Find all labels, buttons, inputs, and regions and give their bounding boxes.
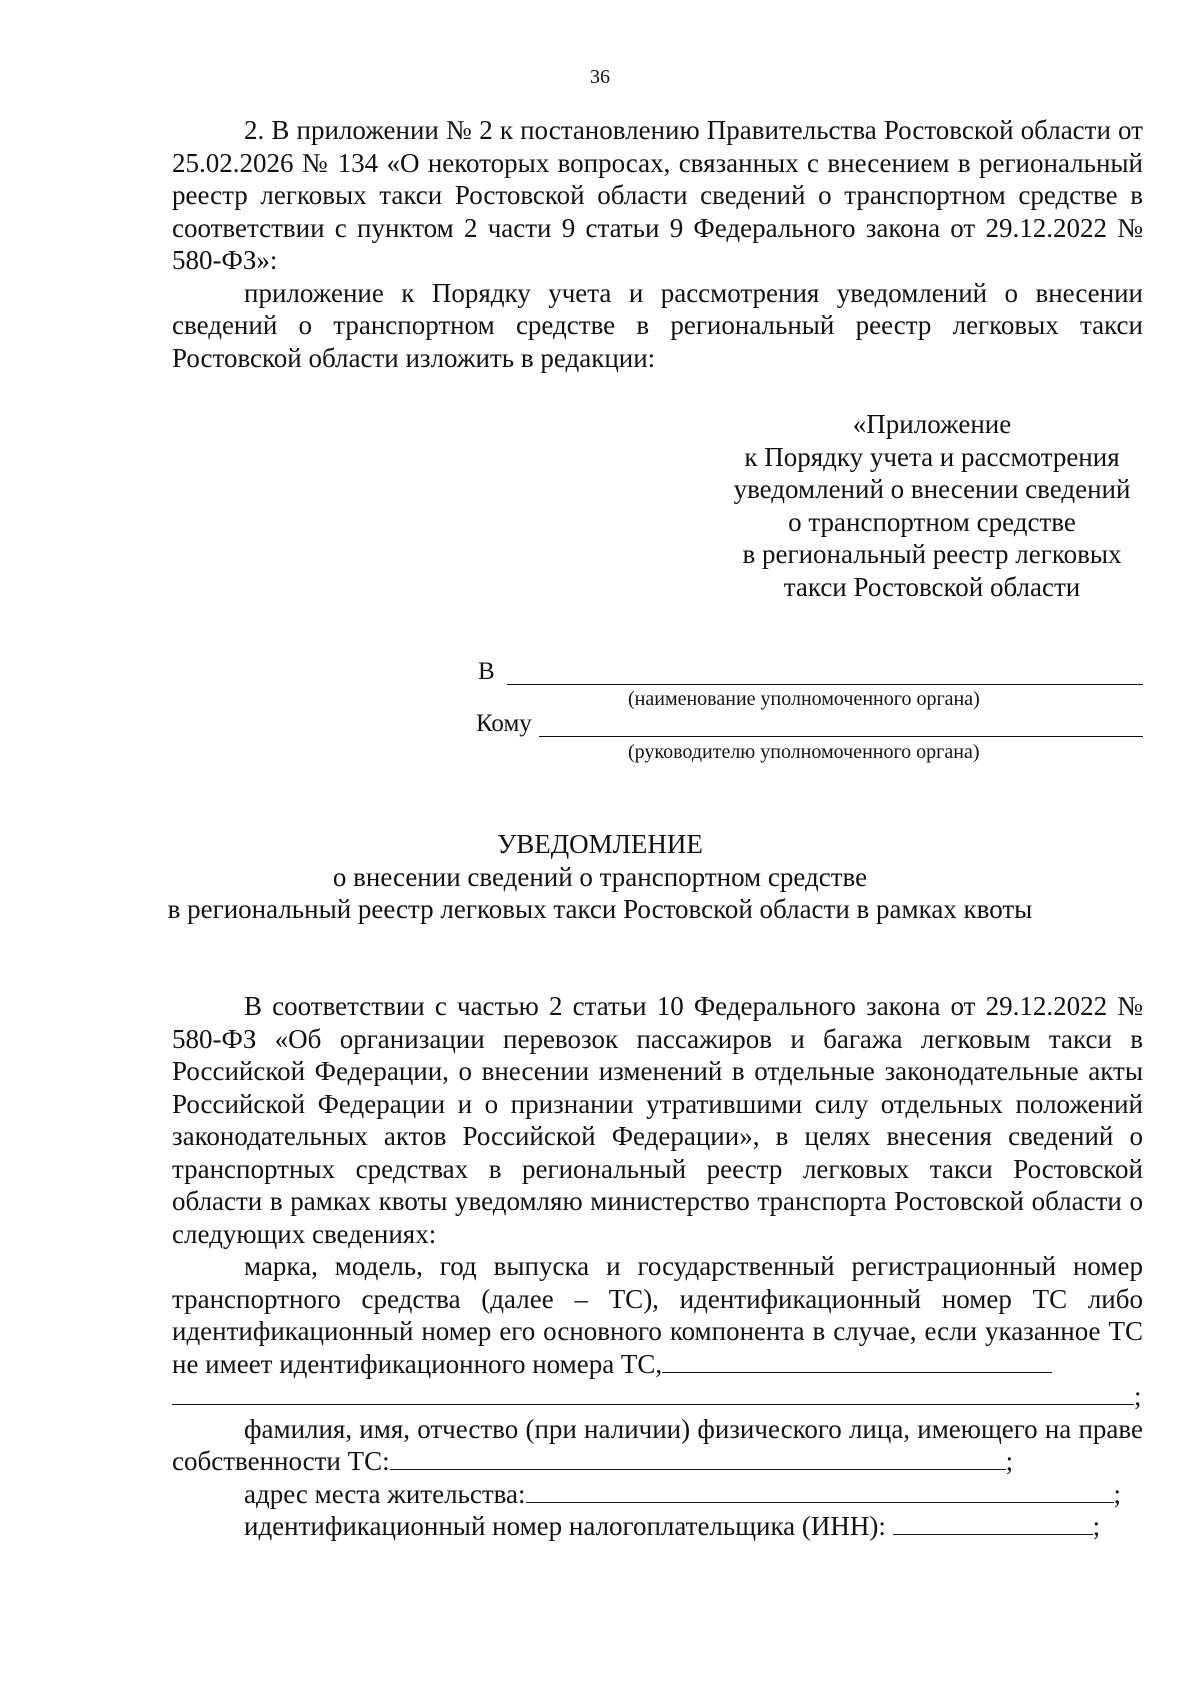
- appendix-header-line: к Порядку учета и рассмотрения: [744, 441, 1120, 472]
- appendix-header-line: такси Ростовской области: [783, 571, 1081, 602]
- appendix-header-line: в региональный реестр легковых: [742, 539, 1122, 569]
- inn-item: [172, 1510, 1143, 1543]
- to-org-caption: (наименование уполномоченного органа): [628, 688, 980, 710]
- inn-field-line[interactable]: [893, 1534, 1093, 1535]
- notice-title-block: [0, 828, 1200, 926]
- owner-item: [172, 1413, 1143, 1478]
- appendix-header-line: «Приложение: [852, 409, 1012, 439]
- notice-subtitle-line: о внесении сведений о транспортном средстве: [332, 861, 868, 892]
- amendment-instruction: приложение к Порядку учета и рассмотрения уведомлений о внесении сведений о транспортном средстве в региональный реестр легковых такси Ростовской области изложить в редакции:: [172, 277, 1143, 373]
- owner-item-text: фамилия, имя, отчество (при наличии) физического лица, имеющего на праве собственности ТС:: [172, 1413, 1143, 1476]
- notice-body: [172, 990, 1143, 1543]
- address-item: [172, 1478, 1143, 1511]
- to-person-caption: (руководителю уполномоченного органа): [628, 741, 980, 763]
- item-terminator: ;: [1134, 1381, 1142, 1411]
- vehicle-item: [172, 1250, 1143, 1380]
- amendment-intro: [172, 114, 1143, 374]
- vehicle-field-line-continued[interactable]: [172, 1404, 1134, 1405]
- notice-paragraph: В соответствии с частью 2 статьи 10 Федерального закона от 29.12.2022 № 580-ФЗ «Об организации перевозок пассажиров и багажа легковым такси в Российской Федерации, о внесении изменений в отдельные законодательные акты Российской Федерации и о признании утратившими силу отдельных положений законодательных актов Российской Федерации», в целях внесения сведений о транспортных средствах в региональный реестр легковых такси Ростовской области в рамках квоты уведомляю министерство транспорта Ростовской области о следующих сведениях:: [172, 991, 1143, 1249]
- notice-heading: УВЕДОМЛЕНИЕ: [497, 829, 703, 859]
- to-org-label: В: [478, 658, 495, 685]
- item-terminator: ;: [1092, 1511, 1101, 1541]
- to-person-label: Кому: [476, 710, 532, 737]
- notice-subtitle-line: в региональный реестр легковых такси Ростовской области в рамках квоты: [167, 894, 1033, 924]
- amendment-paragraph: 2. В приложении № 2 к постановлению Правительства Ростовской области от 25.02.2026 № 134 «О некоторых вопросах, связанных с внесением в региональный реестр легковых такси Ростовской области сведений о транспортном средстве в соответствии с пунктом 2 части 9 статьи 9 Федерального закона от 29.12.2022 № 580-ФЗ»:: [172, 115, 1143, 275]
- to-org-field-line[interactable]: [507, 684, 1143, 685]
- address-field-line[interactable]: [526, 1502, 1114, 1503]
- to-person-field-line[interactable]: [539, 736, 1143, 737]
- vehicle-item-text: марка, модель, год выпуска и государственный регистрационный номер транспортного средства (далее – ТС), идентификационный номер ТС либо идентификационный номер его основного компонента в случае, если указанное ТС не имеет идентификационного номера ТС,: [172, 1251, 1143, 1379]
- item-terminator: ;: [1113, 1478, 1122, 1509]
- appendix-header: [712, 408, 1152, 603]
- page-number: 36: [590, 66, 610, 88]
- owner-field-line[interactable]: [390, 1469, 1006, 1470]
- appendix-header-line: уведомлений о внесении сведений: [733, 474, 1131, 504]
- item-terminator: ;: [1005, 1446, 1014, 1476]
- address-item-text: адрес места жительства:: [244, 1478, 526, 1509]
- vehicle-continuation-row: [172, 1380, 1143, 1413]
- vehicle-field-line[interactable]: [662, 1372, 1052, 1373]
- appendix-header-line: о транспортном средстве: [788, 506, 1076, 537]
- inn-item-text: идентификационный номер налогоплательщика (ИНН):: [244, 1511, 886, 1541]
